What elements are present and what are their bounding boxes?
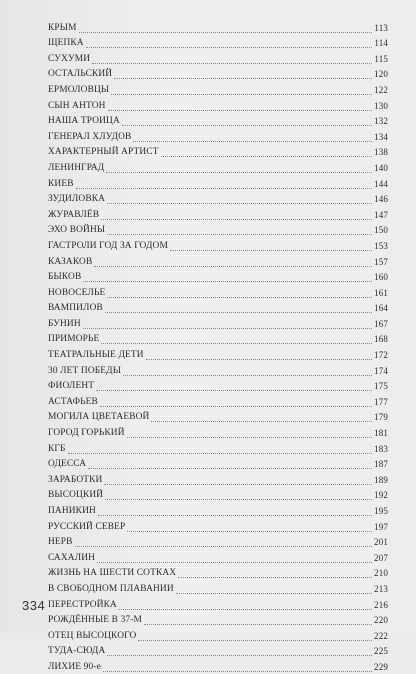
toc-dot-leader	[108, 110, 372, 111]
toc-entry-title: ПАНИКИН	[48, 506, 96, 516]
toc-dot-leader	[88, 468, 372, 469]
toc-dot-leader	[101, 219, 372, 220]
toc-entry-title: ЗУДИЛОВКА	[48, 194, 106, 205]
toc-entry-page: 120	[374, 69, 388, 80]
toc-entry-page: 174	[374, 365, 388, 376]
toc-entry-page: 122	[374, 84, 388, 95]
toc-entry	[48, 440, 388, 456]
toc-dot-leader	[107, 655, 372, 656]
toc-dot-leader	[96, 390, 372, 391]
toc-dot-leader	[107, 297, 372, 298]
toc-entry	[48, 159, 388, 175]
toc-entry-title: НАША ТРОИЦА	[48, 116, 120, 127]
toc-entry-title: БЫКОВ	[48, 272, 82, 283]
toc-entry-title: РОЖДЁННЫЕ В 37-М	[48, 615, 143, 626]
toc-entry	[48, 362, 388, 378]
toc-entry-title: НЕРВ	[48, 537, 73, 548]
toc-entry-title: ЩЕПКА	[48, 38, 84, 49]
toc-entry-title: ЖУРАВЛЁВ	[48, 209, 100, 220]
toc-entry-title: КИЕВ	[48, 178, 74, 189]
toc-entry-page: 132	[374, 116, 388, 127]
toc-entry-page: 197	[374, 521, 388, 532]
toc-entry-page: 115	[374, 53, 388, 64]
toc-entry-title: КРЫМ	[48, 22, 77, 33]
toc-entry-title: СЫН АНТОН	[48, 100, 106, 111]
toc-entry	[48, 175, 388, 191]
toc-dot-leader	[75, 546, 372, 547]
toc-entry-page: 146	[374, 194, 388, 205]
toc-entry-page: 147	[374, 209, 388, 220]
toc-entry-title: ГЕНЕРАЛ ХЛУДОВ	[48, 131, 132, 142]
toc-entry	[48, 549, 388, 565]
toc-entry-page: 192	[374, 490, 388, 501]
toc-dot-leader	[176, 593, 372, 594]
toc-dot-leader	[170, 250, 372, 251]
toc-dot-leader	[100, 406, 372, 407]
toc-entry	[48, 191, 388, 207]
toc-entry	[48, 284, 388, 300]
toc-dot-leader	[83, 281, 372, 282]
toc-entry	[48, 253, 388, 269]
toc-dot-leader	[107, 234, 372, 235]
toc-entry-page: 181	[374, 428, 388, 439]
toc-entry	[48, 471, 388, 487]
toc-dot-leader	[111, 94, 372, 95]
toc-entry-page: 207	[374, 552, 388, 563]
toc-entry	[48, 596, 388, 612]
toc-entry-title: ФИОЛЕНТ	[48, 381, 95, 392]
toc-entry-page: 153	[374, 240, 388, 251]
toc-entry-title: ЛИХИЕ 90-е	[48, 661, 101, 672]
toc-entry	[48, 269, 388, 285]
toc-entry-page: 177	[374, 396, 388, 407]
toc-entry	[48, 315, 388, 331]
toc-entry-page: 160	[374, 272, 388, 283]
toc-entry-page: 179	[374, 412, 388, 423]
toc-entry-title: АСТАФЬЕВ	[48, 396, 98, 407]
toc-entry	[48, 378, 388, 394]
toc-entry-page: 187	[374, 459, 388, 470]
toc-entry-title: КАЗАКОВ	[48, 256, 93, 267]
toc-dot-leader	[123, 375, 372, 376]
toc-entry-page: 220	[374, 615, 388, 626]
toc-entry-title: МОГИЛА ЦВЕТАЕВОЙ	[48, 412, 150, 423]
toc-entry	[48, 300, 388, 316]
toc-entry-page: 183	[374, 443, 388, 454]
toc-entry-title: НОВОСЕЛЬЕ	[48, 287, 106, 298]
toc-entry	[48, 81, 388, 97]
toc-dot-leader	[97, 562, 372, 563]
toc-entry-title: ХАРАКТЕРНЫЙ АРТИСТ	[48, 147, 159, 158]
toc-entry-page: 213	[374, 583, 388, 594]
toc-entry-page: 201	[374, 537, 388, 548]
toc-entry-page: 175	[374, 381, 388, 392]
toc-entry	[48, 97, 388, 113]
toc-entry	[48, 66, 388, 82]
toc-entry-page: 130	[374, 100, 388, 111]
toc-entry-title: ЭХО ВОЙНЫ	[48, 225, 106, 236]
toc-entry-title: ОДЕССА	[48, 459, 87, 470]
toc-entry	[48, 393, 388, 409]
toc-entry-page: 140	[374, 162, 388, 173]
toc-dot-leader	[114, 78, 372, 79]
toc-dot-leader	[105, 312, 372, 313]
toc-dot-leader	[106, 172, 372, 173]
toc-entry-page: 161	[374, 287, 388, 298]
toc-entry-page: 189	[374, 474, 388, 485]
toc-entry-title: ГОРОД ГОРЬКИЙ	[48, 428, 125, 439]
toc-dot-leader	[83, 328, 372, 329]
toc-entry-title: ВАМПИЛОВ	[48, 303, 103, 314]
toc-entry-page: 138	[374, 147, 388, 158]
toc-dot-leader	[151, 421, 372, 422]
toc-dot-leader	[105, 499, 372, 500]
toc-entry	[48, 643, 388, 659]
toc-dot-leader	[103, 671, 372, 672]
toc-dot-leader	[127, 531, 372, 532]
toc-entry	[48, 222, 388, 238]
toc-entry-page: 114	[374, 38, 388, 49]
toc-entry-page: 172	[374, 350, 388, 361]
toc-entry	[48, 612, 388, 628]
toc-dot-leader	[94, 266, 372, 267]
toc-dot-leader	[104, 484, 372, 485]
toc-dot-leader	[144, 624, 372, 625]
toc-entry-title: ЖИЗНЬ НА ШЕСТИ СОТКАХ	[48, 568, 177, 579]
toc-dot-leader	[122, 125, 372, 126]
toc-dot-leader	[178, 577, 372, 578]
toc-entry-page: 229	[374, 661, 388, 672]
toc-entry-page: 134	[374, 131, 388, 142]
toc-entry	[48, 19, 388, 35]
toc-entry	[48, 658, 388, 674]
toc-entry-title: ТУДА-СЮДА	[48, 646, 106, 657]
toc-dot-leader	[68, 453, 373, 454]
toc-entry-title: ЕРМОЛОВЦЫ	[48, 84, 110, 95]
toc-entry	[48, 534, 388, 550]
table-of-contents	[48, 19, 388, 674]
toc-entry-page: 222	[374, 630, 388, 641]
toc-entry-page: 216	[374, 599, 388, 610]
toc-entry-title: БУНИН	[48, 318, 81, 329]
toc-dot-leader	[76, 188, 372, 189]
toc-entry-page: 168	[374, 334, 388, 345]
toc-dot-leader	[98, 515, 372, 516]
toc-dot-leader	[79, 32, 373, 33]
toc-entry	[48, 456, 388, 472]
toc-entry-title: ОСТАЛЬСКИЙ	[48, 69, 113, 80]
toc-dot-leader	[92, 63, 372, 64]
toc-entry	[48, 424, 388, 440]
toc-entry-title: РУССКИЙ СЕВЕР	[48, 521, 126, 532]
toc-entry-title: ЛЕНИНГРАД	[48, 162, 105, 173]
toc-entry	[48, 565, 388, 581]
toc-entry-title: ГАСТРОЛИ ГОД ЗА ГОДОМ	[48, 240, 168, 251]
toc-entry	[48, 346, 388, 362]
toc-entry	[48, 128, 388, 144]
toc-entry	[48, 331, 388, 347]
toc-entry	[48, 237, 388, 253]
toc-entry-title: ПРИМОРЬЕ	[48, 334, 100, 345]
toc-entry-page: 150	[374, 225, 388, 236]
toc-entry	[48, 35, 388, 51]
page-number: 334	[22, 598, 46, 613]
toc-entry-title: КГБ	[48, 443, 66, 454]
toc-entry-title: 30 ЛЕТ ПОБЕДЫ	[48, 365, 122, 376]
toc-entry-title: В СВОБОДНОМ ПЛАВАНИИ	[48, 583, 174, 594]
toc-entry	[48, 206, 388, 222]
toc-entry	[48, 50, 388, 66]
toc-dot-leader	[107, 203, 372, 204]
toc-entry-page: 225	[374, 646, 388, 657]
toc-dot-leader	[133, 141, 372, 142]
toc-entry	[48, 518, 388, 534]
toc-dot-leader	[101, 343, 372, 344]
toc-entry-title: ОТЕЦ ВЫСОЦКОГО	[48, 630, 137, 641]
toc-entry	[48, 113, 388, 129]
toc-dot-leader	[127, 437, 372, 438]
toc-entry-page: 157	[374, 256, 388, 267]
toc-entry-page: 195	[374, 506, 388, 516]
toc-dot-leader	[161, 156, 372, 157]
toc-entry-title: СУХУМИ	[48, 53, 91, 64]
toc-entry-title: ЗАРАБОТКИ	[48, 474, 103, 485]
toc-dot-leader	[146, 359, 372, 360]
toc-entry	[48, 580, 388, 596]
toc-entry	[48, 502, 388, 518]
toc-entry	[48, 627, 388, 643]
toc-entry-page: 144	[374, 178, 388, 189]
toc-dot-leader	[86, 47, 373, 48]
toc-entry-page: 167	[374, 318, 388, 329]
toc-entry-title: ТЕАТРАЛЬНЫЕ ДЕТИ	[48, 350, 144, 361]
toc-entry-page: 113	[374, 22, 388, 33]
toc-entry-page: 164	[374, 303, 388, 314]
toc-entry	[48, 409, 388, 425]
toc-entry	[48, 144, 388, 160]
toc-entry-title: САХАЛИН	[48, 552, 96, 563]
toc-dot-leader	[119, 609, 372, 610]
toc-entry-title: ПЕРЕСТРОЙКА	[48, 599, 117, 610]
toc-entry-page: 210	[374, 568, 388, 579]
toc-dot-leader	[138, 640, 372, 641]
toc-entry	[48, 487, 388, 503]
toc-entry-title: ВЫСОЦКИЙ	[48, 490, 104, 501]
